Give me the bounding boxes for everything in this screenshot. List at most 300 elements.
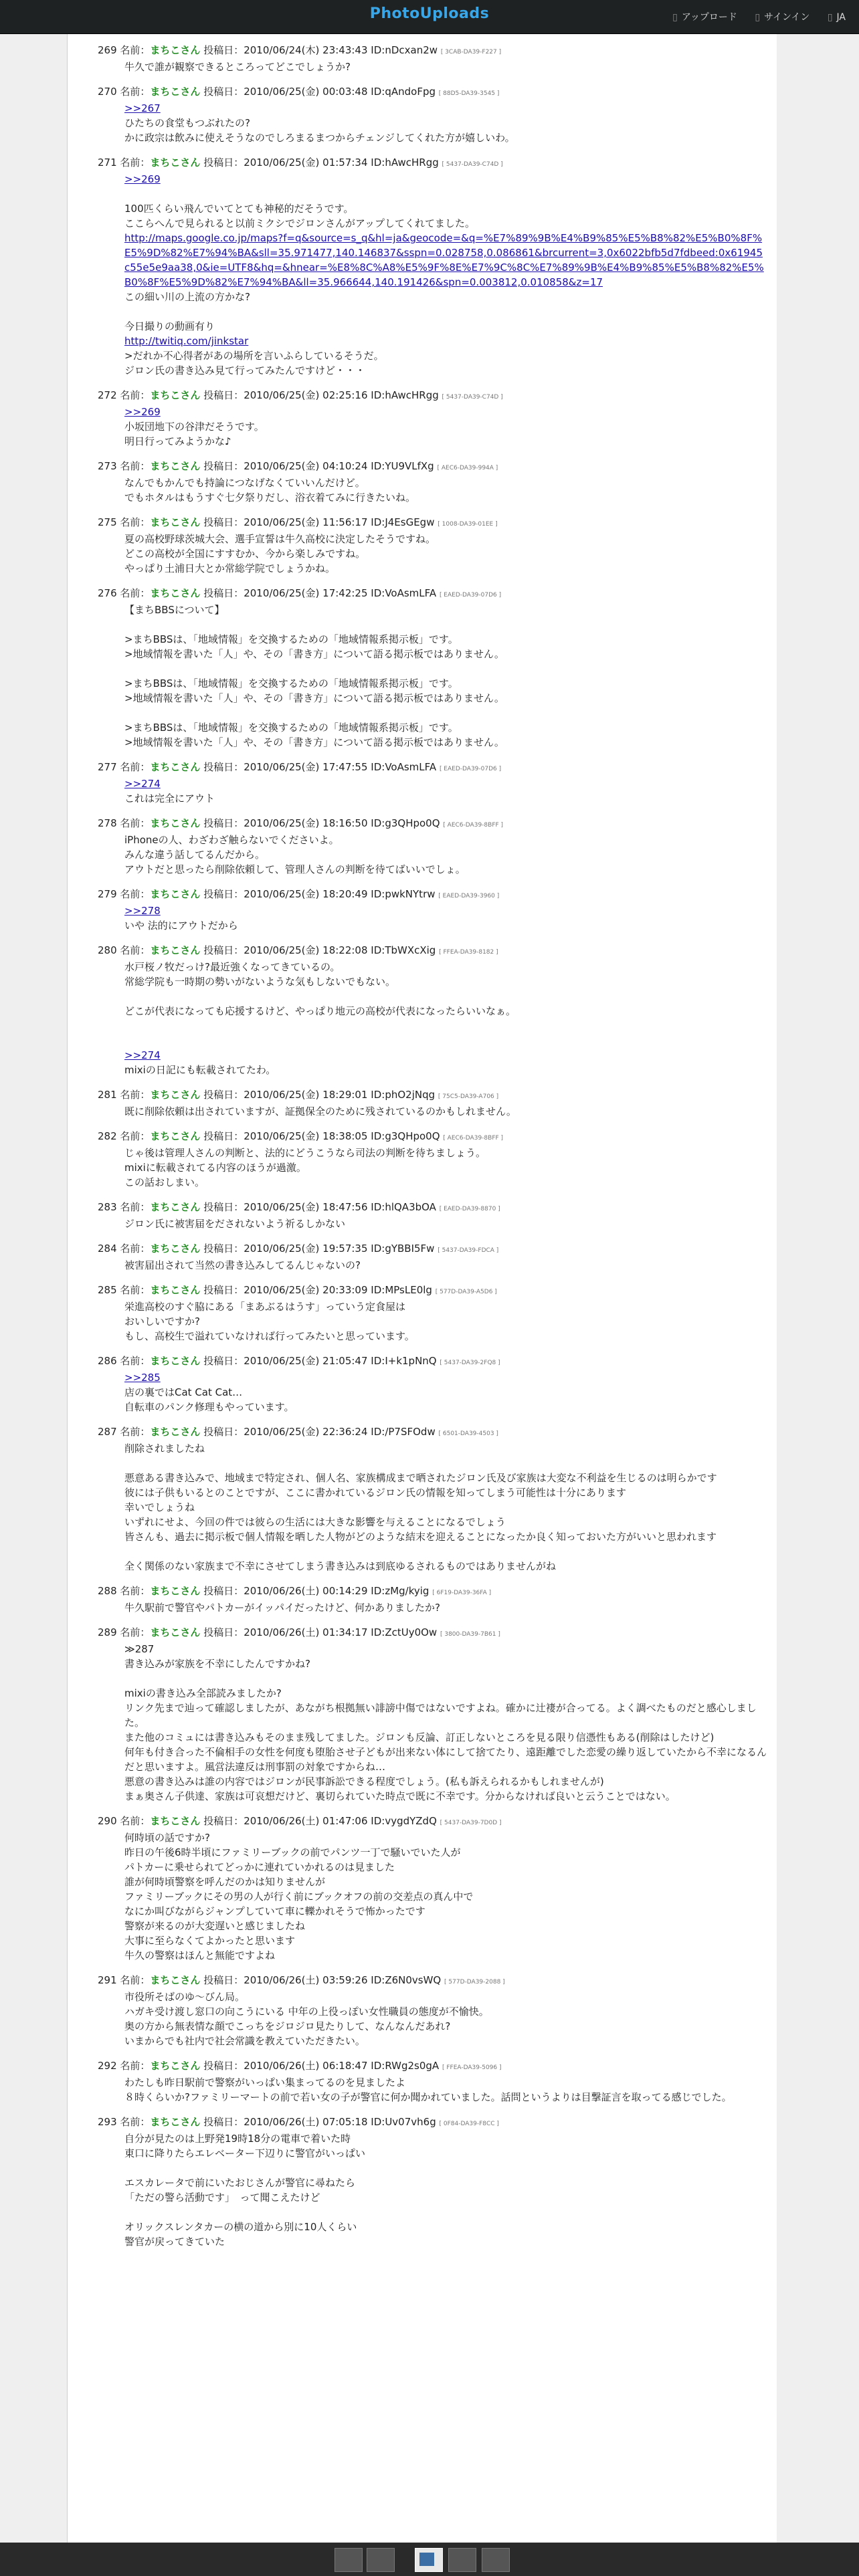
post-text-line: 自転車のパンク修理もやっています。 bbox=[124, 1401, 294, 1413]
post-body bbox=[98, 1600, 767, 1615]
post-url-link[interactable]: http://maps.google.co.jp/maps?f=q&source=s_q&hl=ja&geocode=&q=%E7%89%9B%E4%B9%85%E5%B8%82%E5%B0%8F%E5%9D%82%E7%94%BA&sll=35.971477,140.146837&sspn=0.028758,0.086861&brcurrent=3,0x6022bfb5d7fdbeed:0x61945c55e5e9aa38,0&ie=UTF8&hq=&hnear=%E8%8C%A8%E5%9F%8E%E7%9C%8C%E7%89%9B%E4%B9%85%E5%B8%82%E5%B0%8F%E5%9D%82%E7%94%BA&ll=35.966644,140.191426&spn=0.003812,0.010858&z=17 bbox=[124, 232, 764, 288]
post-text-line: 奥の方から無表情な顔でこっちをジロジロ見たりして、なんなんだあれ? bbox=[124, 2020, 451, 2032]
post-date: 2010/06/25(金) 18:16:50 bbox=[244, 817, 368, 829]
post-number[interactable]: 282 bbox=[98, 1130, 117, 1142]
thumbnail-strip bbox=[0, 2543, 859, 2576]
post-number[interactable]: 275 bbox=[98, 516, 117, 528]
post-text-line bbox=[124, 989, 767, 1004]
poster-name: まちこさん bbox=[150, 1284, 201, 1296]
post-text-line: まぁ奥さん子供達、家族は可哀想だけど、裏切られていた時点で既に不幸です。分からなければ良いと云うことではない。 bbox=[124, 1790, 676, 1802]
post-body bbox=[98, 1104, 767, 1119]
post-header: 293 名前：まちこさん 投稿日：2010/06/26(土) 07:05:18 ID:Uv07vh6g [ 0F84-DA39-F8CC ] bbox=[98, 2116, 499, 2128]
poster-name: まちこさん bbox=[150, 44, 201, 56]
post-text-line: >だれか不心得者があの場所を言いふらしているそうだ。 bbox=[124, 350, 384, 362]
post-text-line: 誰が何時頃警察を呼んだのかは知りませんが bbox=[124, 1876, 326, 1888]
post-number[interactable]: 281 bbox=[98, 1089, 117, 1101]
post-number[interactable]: 272 bbox=[98, 389, 117, 401]
post-text-line bbox=[124, 2205, 767, 2220]
post-body bbox=[98, 1990, 767, 2048]
poster-name: まちこさん bbox=[150, 1585, 201, 1597]
post-header: 290 名前：まちこさん 投稿日：2010/06/26(土) 01:47:06 ID:vygdYZdQ [ 5437-DA39-7D0D ] bbox=[98, 1815, 502, 1827]
post-number[interactable]: 270 bbox=[98, 86, 117, 98]
thread-posts bbox=[98, 43, 767, 2259]
post-date: 2010/06/26(土) 06:18:47 bbox=[244, 2060, 368, 2072]
host-tag: [ EAED-DA39-3960 ] bbox=[438, 893, 500, 899]
poster-name: まちこさん bbox=[150, 1355, 201, 1367]
post-number[interactable]: 273 bbox=[98, 460, 117, 472]
signin-icon: ▯ bbox=[755, 12, 761, 23]
post-text-line: 牛久で誰が観察できるところってどこでしょうか? bbox=[124, 61, 351, 73]
post bbox=[98, 1814, 767, 1963]
reply-anchor-link[interactable]: >>269 bbox=[124, 173, 161, 185]
post-text-line: 悪意ある書き込みで、地域まで特定され、個人名、家族構成まで晒されたジロン氏及び家族は大変な不利益を生じるのは明らかです bbox=[124, 1472, 717, 1484]
poster-id: ID:RWg2s0gA bbox=[371, 2060, 440, 2072]
post-date: 2010/06/25(金) 20:33:09 bbox=[244, 1284, 368, 1296]
post-text-line: ひたちの食堂もつぶれたの? bbox=[124, 117, 250, 129]
language-link[interactable] bbox=[828, 12, 846, 23]
poster-name: まちこさん bbox=[150, 1243, 201, 1255]
post-text-line bbox=[124, 1033, 767, 1048]
post-date: 2010/06/25(金) 17:47:55 bbox=[244, 761, 368, 773]
post-text-line: でもホタルはもうすぐ七夕祭りだし、浴衣着てみに行きたいね。 bbox=[124, 492, 416, 504]
post-number[interactable]: 279 bbox=[98, 888, 117, 900]
post-body bbox=[98, 1146, 767, 1190]
post-number[interactable]: 269 bbox=[98, 44, 117, 56]
post-text-line: 全く関係のない家族まで不幸にさせてしまう書き込みは到底ゆるされるものではありませんがね bbox=[124, 1560, 557, 1572]
left-gutter bbox=[0, 34, 68, 2543]
post-number[interactable]: 293 bbox=[98, 2116, 117, 2128]
poster-name: まちこさん bbox=[150, 888, 201, 900]
host-tag: [ AEC6-DA39-994A ] bbox=[437, 465, 498, 471]
post-date: 2010/06/25(金) 00:03:48 bbox=[244, 86, 368, 98]
post-text-line: 自分が見たのは上野発19時18分の電車で着いた時 bbox=[124, 2133, 351, 2145]
post-body bbox=[98, 1441, 767, 1574]
post-text-line: ファミリーブックにその男の人が行く前にブックオフの前の交差点の真ん中で bbox=[124, 1891, 474, 1903]
host-tag: [ 5437-DA39-C74D ] bbox=[442, 161, 503, 168]
post-text-line: 悪意の書き込みは誰の内容ではジロンが民事訴訟できる程度でしょう。(私も訴えられるかもしれませんが) bbox=[124, 1776, 604, 1788]
post bbox=[98, 1129, 767, 1190]
poster-id: ID:g3QHpo0Q bbox=[371, 1130, 440, 1142]
post-text-line: 彼には子供もいるとのことですが、ここに書かれているジロン氏の情報を知ってしまう可能性は十分にあります bbox=[124, 1487, 627, 1499]
post-text-line: かに政宗は飲みに使えそうなのでしろまるまつからチェンジしてくれた方が嬉しいわ。 bbox=[124, 132, 515, 144]
poster-id: ID:hAwcHRgg bbox=[371, 389, 439, 401]
post-text-line bbox=[124, 304, 767, 319]
post-date: 2010/06/25(金) 18:38:05 bbox=[244, 1130, 368, 1142]
post bbox=[98, 459, 767, 505]
post-text-line: エスカレータで前にいたおじさんが警官に尋ねたら bbox=[124, 2177, 356, 2189]
post-number[interactable]: 271 bbox=[98, 156, 117, 169]
post-text-line: 削除されましたね bbox=[124, 1442, 205, 1455]
host-tag: [ FFEA-DA39-8182 ] bbox=[439, 949, 498, 956]
post bbox=[98, 84, 767, 145]
post-text-line: いずれにせよ、今回の件では彼らの生活には大きな影響を与えることになるでしょう bbox=[124, 1516, 506, 1528]
post-text-line: パトカーに乗せられてどっかに連れていかれるのは見ました bbox=[124, 1861, 395, 1873]
reply-anchor-link[interactable]: >>285 bbox=[124, 1372, 161, 1384]
poster-name: まちこさん bbox=[150, 1426, 201, 1438]
host-tag: [ 75C5-DA39-A706 ] bbox=[438, 1093, 499, 1100]
thumbnail[interactable] bbox=[448, 2548, 476, 2572]
post bbox=[98, 2058, 767, 2105]
host-tag: [ 3800-DA39-7B61 ] bbox=[440, 1631, 500, 1638]
post-text-line: 【まちBBSについて】 bbox=[124, 604, 225, 616]
host-tag: [ 3CAB-DA39-F227 ] bbox=[440, 49, 502, 56]
post-date: 2010/06/25(金) 11:56:17 bbox=[244, 516, 368, 528]
post-number[interactable]: 287 bbox=[98, 1426, 117, 1438]
post-text-line: 夏の高校野球茨城大会、選手宣誓は牛久高校に決定したそうですね。 bbox=[124, 533, 436, 545]
post-text-line: 明日行ってみようかな♪ bbox=[124, 435, 231, 447]
upload-link[interactable] bbox=[672, 12, 737, 23]
post-text-line: 幸いでしょうね bbox=[124, 1501, 195, 1513]
poster-name: まちこさん bbox=[150, 2116, 201, 2128]
post-text-line: 警察が来るのが大変遅いと感じましたね bbox=[124, 1920, 306, 1932]
poster-name: まちこさん bbox=[150, 516, 201, 528]
post-header: 272 名前：まちこさん 投稿日：2010/06/25(金) 02:25:16 ID:hAwcHRgg [ 5437-DA39-C74D ] bbox=[98, 389, 503, 401]
post-body bbox=[98, 2131, 767, 2249]
header-nav bbox=[658, 10, 846, 23]
post-date: 2010/06/24(木) 23:43:43 bbox=[244, 44, 368, 56]
post-text-line: ８時くらいか?ファミリーマートの前で若い女の子が警官に何か聞かれていました。話問というよりは目撃証言を取ってる感じでした。 bbox=[124, 2091, 732, 2103]
poster-id: ID:pwkNYtrw bbox=[371, 888, 436, 900]
post-number[interactable]: 292 bbox=[98, 2060, 117, 2072]
post-number[interactable]: 283 bbox=[98, 1201, 117, 1213]
post bbox=[98, 1973, 767, 2048]
poster-id: ID:J4EsGEgw bbox=[371, 516, 435, 528]
post-text-line: 牛久の警察はほんと無能ですよね bbox=[124, 1949, 276, 1961]
post-number[interactable]: 278 bbox=[98, 817, 117, 829]
post bbox=[98, 1584, 767, 1615]
post-text-line: >地域情報を書いた「人」や、その「書き方」について語る掲示板ではありません。 bbox=[124, 692, 504, 704]
post-date: 2010/06/26(土) 03:59:26 bbox=[244, 1974, 368, 1986]
post-header: 289 名前：まちこさん 投稿日：2010/06/26(土) 01:34:17 ID:ZctUy0Ow [ 3800-DA39-7B61 ] bbox=[98, 1626, 500, 1638]
upload-label: アップロード bbox=[681, 12, 737, 23]
post-header: 276 名前：まちこさん 投稿日：2010/06/25(金) 17:42:25 ID:VoAsmLFA [ EAED-DA39-07D6 ] bbox=[98, 587, 502, 599]
host-tag: [ AEC6-DA39-8BFF ] bbox=[443, 822, 504, 829]
host-tag: [ AEC6-DA39-8BFF ] bbox=[443, 1135, 504, 1142]
post-date: 2010/06/26(土) 07:05:18 bbox=[244, 2116, 368, 2128]
post-number[interactable]: 288 bbox=[98, 1585, 117, 1597]
post-date: 2010/06/25(金) 18:22:08 bbox=[244, 944, 368, 956]
post-text-line: なんでもかんでも持論につなげなくていいんだけど。 bbox=[124, 477, 365, 489]
post-header: 270 名前：まちこさん 投稿日：2010/06/25(金) 00:03:48 ID:qAndoFpg [ 88D5-DA39-3545 ] bbox=[98, 86, 500, 98]
poster-name: まちこさん bbox=[150, 1815, 201, 1827]
post-number[interactable]: 280 bbox=[98, 944, 117, 956]
post-text-line: mixiの日記にも転載されてたわ。 bbox=[124, 1064, 276, 1076]
post bbox=[98, 2115, 767, 2249]
poster-id: ID:hlQA3bOA bbox=[371, 1201, 436, 1213]
post-text-line bbox=[124, 2161, 767, 2175]
reply-anchor-link[interactable]: >>274 bbox=[124, 1049, 161, 1061]
post-date: 2010/06/25(金) 19:57:35 bbox=[244, 1243, 368, 1255]
post-text-line: mixiに転載されてる内容のほうが過激。 bbox=[124, 1162, 306, 1174]
poster-id: ID:VoAsmLFA bbox=[371, 761, 437, 773]
poster-id: ID:I+k1pNnQ bbox=[371, 1355, 437, 1367]
post-text-line: 書き込みが家族を不幸にしたんですかね? bbox=[124, 1658, 310, 1670]
post-text-line: ハガキ受け渡し窓口の向こうにいる 中年の上役っぽい女性職員の態度が不愉快。 bbox=[124, 2006, 489, 2018]
post bbox=[98, 515, 767, 576]
post-header: 281 名前：まちこさん 投稿日：2010/06/25(金) 18:29:01 ID:phO2jNqg [ 75C5-DA39-A706 ] bbox=[98, 1089, 499, 1101]
post-body bbox=[98, 1830, 767, 1963]
post bbox=[98, 1200, 767, 1231]
post-text-line: ≫287 bbox=[124, 1643, 155, 1655]
post-text-line bbox=[124, 187, 767, 201]
post-text-line: 大事に至らなくてよかったと思います bbox=[124, 1935, 296, 1947]
post-text-line: >まちBBSは、「地域情報」を交換するための「地域情報系掲示板」です。 bbox=[124, 677, 458, 689]
post-text-line: 市役所そばのゆ〜びん局。 bbox=[124, 1991, 246, 2003]
reply-anchor-link[interactable]: >>278 bbox=[124, 905, 161, 917]
poster-name: まちこさん bbox=[150, 460, 201, 472]
post-number[interactable]: 285 bbox=[98, 1284, 117, 1296]
post-text-line: ここらへんで見られると以前ミクシでジロンさんがアップしてくれてました。 bbox=[124, 217, 475, 229]
post-header: 277 名前：まちこさん 投稿日：2010/06/25(金) 17:47:55 ID:VoAsmLFA [ EAED-DA39-07D6 ] bbox=[98, 761, 502, 773]
post-text-line: 昨日の午後6時半頃にファミリーブックの前でパンツ一丁で騒いでいた人が bbox=[124, 1846, 461, 1858]
post-text-line: リンク先まで辿って確認しましたが、あながち根拠無い誹謗中傷ではないですよね。確かに辻褄が合ってる。よく調べたものだと感心しました。 bbox=[124, 1702, 757, 1729]
post-number[interactable]: 286 bbox=[98, 1355, 117, 1367]
reply-anchor-link[interactable]: >>269 bbox=[124, 406, 161, 418]
post-text-line: >地域情報を書いた「人」や、その「書き方」について語る掲示板ではありません。 bbox=[124, 736, 504, 748]
host-tag: [ 577D-DA39-2088 ] bbox=[444, 1979, 505, 1985]
post-date: 2010/06/25(金) 22:36:24 bbox=[244, 1426, 368, 1438]
post-text-line: この細い川の上流の方かな? bbox=[124, 291, 250, 303]
post-text-line: 既に削除依頼は出されていますが、証拠保全のために残されているのかもしれません。 bbox=[124, 1105, 516, 1117]
post-text-line: みんな違う話してるんだから。 bbox=[124, 849, 266, 861]
poster-id: ID:phO2jNqg bbox=[371, 1089, 436, 1101]
post bbox=[98, 1625, 767, 1804]
poster-name: まちこさん bbox=[150, 1201, 201, 1213]
post-body bbox=[98, 172, 767, 378]
post-header: 280 名前：まちこさん 投稿日：2010/06/25(金) 18:22:08 ID:TbWXcXig [ FFEA-DA39-8182 ] bbox=[98, 944, 498, 956]
poster-name: まちこさん bbox=[150, 2060, 201, 2072]
thumbnail[interactable] bbox=[367, 2548, 395, 2572]
post-text-line: 東口に降りたらエレベーター下辺りに警官がいっぱい bbox=[124, 2147, 366, 2159]
post-text-line: 何年も付き合った不倫相手の女性を何度も堕胎させ子どもが出来ない体にして捨てたり、遠距離でした恋愛の繰り返していたから不幸になるんだと思いますよ。風営法違反は刑事罰の対象ですからね… bbox=[124, 1746, 767, 1773]
upload-icon: ▯ bbox=[672, 12, 678, 23]
post-header: 269 名前：まちこさん 投稿日：2010/06/24(木) 23:43:43 ID:nDcxan2w [ 3CAB-DA39-F227 ] bbox=[98, 44, 502, 56]
post bbox=[98, 887, 767, 933]
host-tag: [ 5437-DA39-7D0D ] bbox=[440, 1820, 502, 1826]
host-tag: [ 6501-DA39-4503 ] bbox=[438, 1430, 498, 1437]
post-text-line: ジロン氏に被害届をだされないよう祈るしかない bbox=[124, 1218, 346, 1230]
post-text-line bbox=[124, 617, 767, 632]
post-date: 2010/06/25(金) 17:42:25 bbox=[244, 587, 368, 599]
post-text-line: 常総学院も一時期の勢いがないような気もしないでもない。 bbox=[124, 976, 396, 988]
post-text-line bbox=[124, 1456, 767, 1471]
post-header: 275 名前：まちこさん 投稿日：2010/06/25(金) 11:56:17 ID:J4EsGEgw [ 1008-DA39-01EE ] bbox=[98, 516, 498, 528]
post-body bbox=[98, 60, 767, 74]
signin-label: サインイン bbox=[764, 12, 810, 23]
language-label: JA bbox=[836, 12, 846, 23]
post-date: 2010/06/25(金) 04:10:24 bbox=[244, 460, 368, 472]
post-date: 2010/06/25(金) 01:57:34 bbox=[244, 156, 368, 169]
post-number[interactable]: 284 bbox=[98, 1243, 117, 1255]
post-text-line: 「ただの警ら活動です」 って聞こえたけど bbox=[124, 2191, 320, 2204]
poster-id: ID:/P7SFOdw bbox=[371, 1426, 436, 1438]
post-text-line: 水戸桜ノ牧だっけ?最近強くなってきているの。 bbox=[124, 961, 341, 973]
site-logo[interactable]: PhotoUploads bbox=[369, 5, 490, 22]
post-text-line: mixiの書き込み全部読みましたか? bbox=[124, 1687, 282, 1699]
thumbnail[interactable] bbox=[482, 2548, 510, 2572]
post-text-line: どこの高校が全国にすすむか、今から楽しみですね。 bbox=[124, 548, 366, 560]
post-body bbox=[98, 2075, 767, 2105]
post-text-line: わたしも昨日駅前で警察がいっぱい集まってるのを見ましたよ bbox=[124, 2076, 406, 2088]
post-header: 271 名前：まちこさん 投稿日：2010/06/25(金) 01:57:34 ID:hAwcHRgg [ 5437-DA39-C74D ] bbox=[98, 156, 503, 169]
poster-id: ID:nDcxan2w bbox=[371, 44, 438, 56]
post-body bbox=[98, 1370, 767, 1414]
post-header: 278 名前：まちこさん 投稿日：2010/06/25(金) 18:16:50 ID:g3QHpo0Q [ AEC6-DA39-8BFF ] bbox=[98, 817, 504, 829]
host-tag: [ EAED-DA39-07D6 ] bbox=[439, 766, 502, 772]
poster-id: ID:vygdYZdQ bbox=[371, 1815, 437, 1827]
host-tag: [ 0F84-DA39-F8CC ] bbox=[439, 2121, 499, 2127]
poster-id: ID:VoAsmLFA bbox=[371, 587, 437, 599]
reply-anchor-link[interactable]: >>274 bbox=[124, 778, 161, 790]
post-text-line bbox=[124, 1544, 767, 1559]
post-header: 286 名前：まちこさん 投稿日：2010/06/25(金) 21:05:47 ID:I+k1pNnQ [ 5437-DA39-2FQ8 ] bbox=[98, 1355, 500, 1367]
post-header: 273 名前：まちこさん 投稿日：2010/06/25(金) 04:10:24 ID:YU9VLfXg [ AEC6-DA39-994A ] bbox=[98, 460, 498, 472]
post-text-line bbox=[124, 706, 767, 720]
poster-name: まちこさん bbox=[150, 1626, 201, 1638]
post-header: 284 名前：まちこさん 投稿日：2010/06/25(金) 19:57:35 ID:gYBBI5Fw [ 5437-DA39-FDCA ] bbox=[98, 1243, 499, 1255]
post-text-line bbox=[124, 661, 767, 676]
post-text-line: 被害届出されて当然の書き込みしてるんじゃないの? bbox=[124, 1259, 361, 1271]
poster-id: ID:hAwcHRgg bbox=[371, 156, 439, 169]
poster-id: ID:Z6N0vsWQ bbox=[371, 1974, 442, 1986]
host-tag: [ EAED-DA39-8870 ] bbox=[439, 1206, 500, 1212]
thumbnail[interactable] bbox=[335, 2548, 363, 2572]
post-body bbox=[98, 776, 767, 806]
poster-id: ID:zMg/kyig bbox=[371, 1585, 430, 1597]
post-number[interactable]: 277 bbox=[98, 761, 117, 773]
post-text-line: オリックスレンタカーの横の道から別に10人くらい bbox=[124, 2221, 357, 2233]
post-text-line: 栄進高校のすぐ脇にある「まあぶるはうす」っていう定食屋は bbox=[124, 1301, 406, 1313]
post-text-line: 小坂団地下の谷津だそうです。 bbox=[124, 421, 264, 433]
post-text-line: 警官が戻ってきていた bbox=[124, 2236, 225, 2248]
post-body bbox=[98, 405, 767, 449]
host-tag: [ 6F19-DA39-36FA ] bbox=[432, 1590, 492, 1596]
post-header: 291 名前：まちこさん 投稿日：2010/06/26(土) 03:59:26 ID:Z6N0vsWQ [ 577D-DA39-2088 ] bbox=[98, 1974, 505, 1986]
post-body bbox=[98, 903, 767, 933]
poster-name: まちこさん bbox=[150, 1089, 201, 1101]
poster-name: まちこさん bbox=[150, 587, 201, 599]
poster-name: まちこさん bbox=[150, 156, 201, 169]
post-text-line: ジロン氏の書き込み見て行ってみたんですけど・・・ bbox=[124, 364, 366, 377]
post-text-line: また他のコミュには書き込みもそのまま残してました。ジロンも反論、訂正しないところを見る限り信憑性もある(削除はしたけど) bbox=[124, 1731, 714, 1743]
host-tag: [ FFEA-DA39-5096 ] bbox=[442, 2064, 502, 2071]
post-text-line: じゃ後は管理人さんの判断と、法的にどうこうなら司法の判断を待ちましょう。 bbox=[124, 1147, 486, 1159]
post bbox=[98, 155, 767, 378]
post-text-line bbox=[124, 1671, 767, 1686]
post-date: 2010/06/25(金) 02:25:16 bbox=[244, 389, 368, 401]
post-text-line: これは完全にアウト bbox=[124, 792, 215, 804]
post-body bbox=[98, 1216, 767, 1231]
post-text-line: 100匹くらい飛んでいてとても神秘的だそうです。 bbox=[124, 203, 354, 215]
post-header: 287 名前：まちこさん 投稿日：2010/06/25(金) 22:36:24 ID:/P7SFOdw [ 6501-DA39-4503 ] bbox=[98, 1426, 498, 1438]
post-text-line: どこが代表になっても応援するけど、やっぱり地元の高校が代表になったらいいなぁ。 bbox=[124, 1005, 516, 1017]
post-header: 279 名前：まちこさん 投稿日：2010/06/25(金) 18:20:49 ID:pwkNYtrw [ EAED-DA39-3960 ] bbox=[98, 888, 500, 900]
post-date: 2010/06/25(金) 21:05:47 bbox=[244, 1355, 368, 1367]
poster-id: ID:Uv07vh6g bbox=[371, 2116, 436, 2128]
post-number[interactable]: 289 bbox=[98, 1626, 117, 1638]
host-tag: [ 1008-DA39-01EE ] bbox=[438, 521, 498, 528]
host-tag: [ 577D-DA39-A5D6 ] bbox=[435, 1289, 497, 1295]
post-body bbox=[98, 475, 767, 505]
post-text-line: 牛久駅前で警官やパトカーがイッパイだったけど、何かありましたか? bbox=[124, 1602, 440, 1614]
post-body bbox=[98, 960, 767, 1077]
host-tag: [ 88D5-DA39-3545 ] bbox=[438, 90, 500, 97]
post-body bbox=[98, 1642, 767, 1804]
post-url-link[interactable]: http://twitiq.com/jinkstar bbox=[124, 335, 249, 347]
post-text-line: この話おしまい。 bbox=[124, 1176, 205, 1188]
post-text-line bbox=[124, 1018, 767, 1033]
post-text-line: やっぱり土浦日大とか常総学院でしょうかね。 bbox=[124, 562, 336, 574]
post-number[interactable]: 290 bbox=[98, 1815, 117, 1827]
host-tag: [ 5437-DA39-FDCA ] bbox=[438, 1247, 499, 1254]
post-body bbox=[98, 1299, 767, 1344]
post-header: 285 名前：まちこさん 投稿日：2010/06/25(金) 20:33:09 ID:MPsLE0lg [ 577D-DA39-A5D6 ] bbox=[98, 1284, 497, 1296]
host-tag: [ EAED-DA39-07D6 ] bbox=[439, 592, 502, 599]
post-text-line: アウトだと思ったら削除依頼して、管理人さんの判断を待てばいいでしょ。 bbox=[124, 863, 466, 875]
poster-id: ID:qAndoFpg bbox=[371, 86, 436, 98]
post-date: 2010/06/26(土) 01:34:17 bbox=[244, 1626, 368, 1638]
post-number[interactable]: 291 bbox=[98, 1974, 117, 1986]
post bbox=[98, 1424, 767, 1574]
post bbox=[98, 1354, 767, 1414]
post-date: 2010/06/25(金) 18:47:56 bbox=[244, 1201, 368, 1213]
host-tag: [ 5437-DA39-2FQ8 ] bbox=[440, 1360, 500, 1366]
post-date: 2010/06/25(金) 18:20:49 bbox=[244, 888, 368, 900]
post-text-line: いや 法的にアウトだから bbox=[124, 920, 238, 932]
top-navbar bbox=[0, 0, 859, 34]
poster-id: ID:gYBBI5Fw bbox=[371, 1243, 435, 1255]
post-text-line: 今日撮りの動画有り bbox=[124, 320, 215, 332]
post-body bbox=[98, 532, 767, 576]
poster-id: ID:YU9VLfXg bbox=[371, 460, 434, 472]
post-header: 283 名前：まちこさん 投稿日：2010/06/25(金) 18:47:56 ID:hlQA3bOA [ EAED-DA39-8870 ] bbox=[98, 1201, 500, 1213]
poster-name: まちこさん bbox=[150, 86, 201, 98]
post-body bbox=[98, 101, 767, 145]
poster-id: ID:g3QHpo0Q bbox=[371, 817, 440, 829]
post-number[interactable]: 276 bbox=[98, 587, 117, 599]
post-text-line: もし、高校生で溢れていなければ行ってみたいと思っています。 bbox=[124, 1330, 415, 1342]
right-gutter bbox=[776, 34, 859, 2543]
thumbnail-current[interactable] bbox=[415, 2548, 443, 2572]
poster-name: まちこさん bbox=[150, 389, 201, 401]
poster-name: まちこさん bbox=[150, 817, 201, 829]
post-date: 2010/06/25(金) 18:29:01 bbox=[244, 1089, 368, 1101]
poster-name: まちこさん bbox=[150, 1974, 201, 1986]
post-text-line: 何時頃の話ですか? bbox=[124, 1832, 210, 1844]
post-text-line: iPhoneの人、わざわざ触らないでくださいよ。 bbox=[124, 834, 339, 846]
post bbox=[98, 1087, 767, 1119]
post-header: 282 名前：まちこさん 投稿日：2010/06/25(金) 18:38:05 ID:g3QHpo0Q [ AEC6-DA39-8BFF ] bbox=[98, 1130, 504, 1142]
post bbox=[98, 388, 767, 449]
post-body bbox=[98, 603, 767, 750]
post bbox=[98, 1283, 767, 1344]
post bbox=[98, 43, 767, 74]
signin-link[interactable] bbox=[755, 12, 809, 23]
post-body bbox=[98, 833, 767, 877]
post-text-line: なにか叫びながらジャンプしていて車に轢かれそうで怖かったです bbox=[124, 1905, 425, 1917]
post bbox=[98, 586, 767, 750]
poster-id: ID:MPsLE0lg bbox=[371, 1284, 432, 1296]
reply-anchor-link[interactable]: >>267 bbox=[124, 102, 161, 114]
post bbox=[98, 1241, 767, 1273]
post-header: 292 名前：まちこさん 投稿日：2010/06/26(土) 06:18:47 ID:RWg2s0gA [ FFEA-DA39-5096 ] bbox=[98, 2060, 502, 2072]
poster-name: まちこさん bbox=[150, 761, 201, 773]
post bbox=[98, 943, 767, 1077]
post-text-line: >まちBBSは、「地域情報」を交換するための「地域情報系掲示板」です。 bbox=[124, 722, 458, 734]
post bbox=[98, 816, 767, 877]
poster-name: まちこさん bbox=[150, 1130, 201, 1142]
post-date: 2010/06/26(土) 01:47:06 bbox=[244, 1815, 368, 1827]
